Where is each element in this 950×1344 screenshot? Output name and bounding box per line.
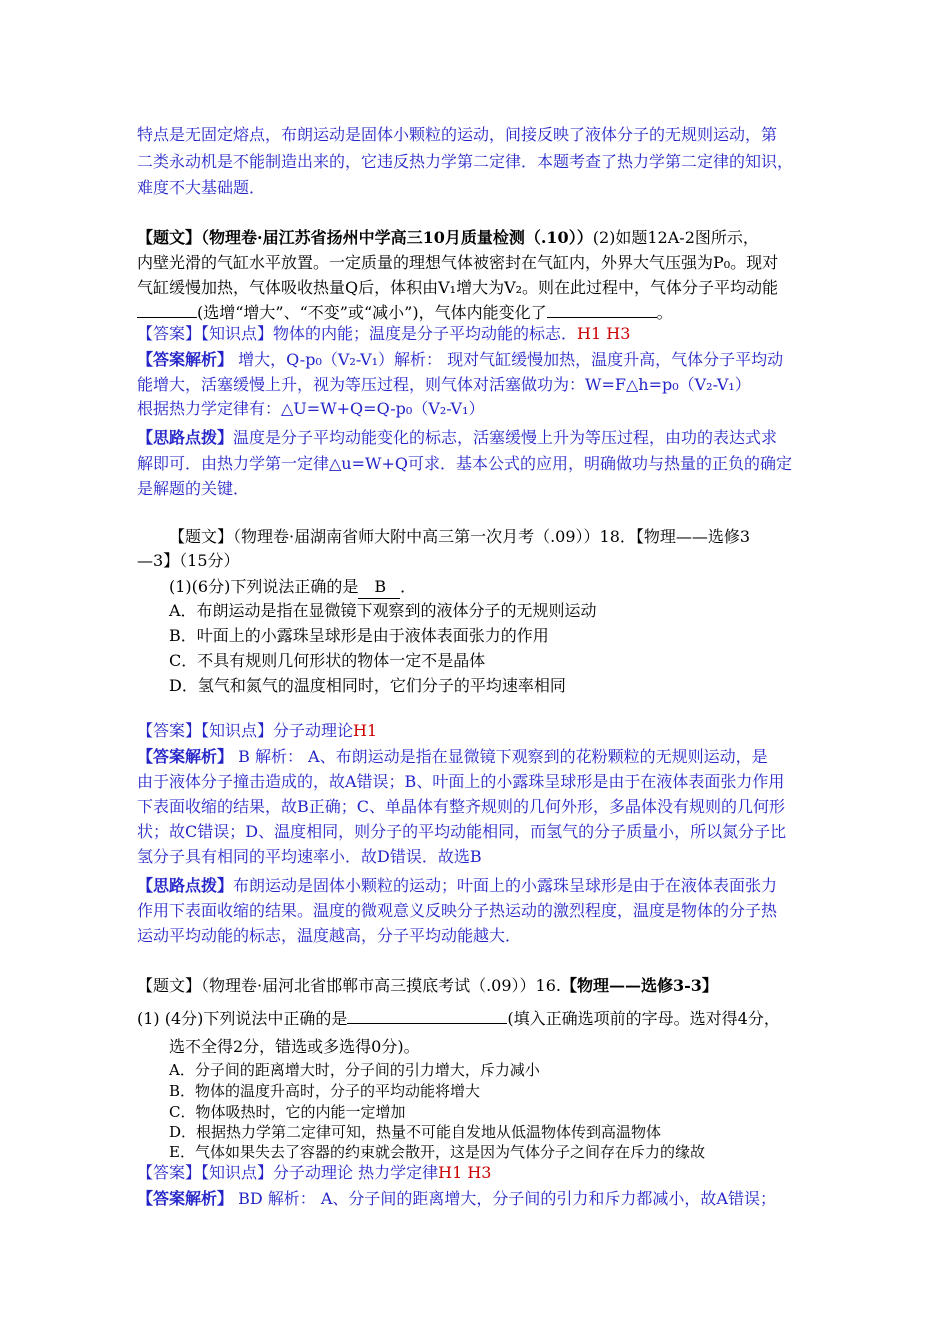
hint-label: 【思路点拨】	[137, 428, 234, 447]
option-item: B．叶面上的小露珠呈球形是由于液体表面张力的作用	[169, 626, 549, 645]
analysis-text: B 解析： A、布朗运动是指在显微镜下观察到的花粉颗粒的无规则运动，是	[233, 747, 768, 766]
hint-text: 作用下表面收缩的结果。温度的微观意义反映分子热运动的激烈程度，温度是物体的分子热	[137, 901, 778, 920]
analysis-text: 根据热力学定律有：△U=W+Q=Q-p₀（V₂-V₁）	[137, 399, 485, 418]
sub-question-text: (1)(6分)下列说法正确的是	[169, 577, 359, 596]
question-label: 【题文】	[137, 228, 202, 247]
analysis-text: 增大，Q-p₀（V₂-V₁）解析： 现对气缸缓慢加热，温度升高，气体分子平均动	[233, 350, 784, 369]
analysis-text: 下表面收缩的结果，故B正确；C、单晶体有整齐规则的几何外形，多晶体没有规则的几何形	[137, 797, 786, 816]
text-line: 特点是无固定熔点，布朗运动是固体小颗粒的运动，间接反映了液体分子的无规则运动，第	[137, 125, 778, 144]
sub-question-text: (1) (4分)下列说法中正确的是	[137, 1009, 348, 1028]
option-item: A．分子间的距离增大时，分子间的引力增大，斥力减小	[169, 1061, 540, 1079]
analysis-text: 氢分子具有相同的平均速率小．故D错误．故选B	[137, 847, 482, 866]
analysis-text: 状；故C错误；D、温度相同，则分子的平均动能相同，而氢气的分子质量小，所以氮分子比	[137, 822, 787, 841]
sub-question	[137, 1007, 780, 1030]
sub-question-text: ．	[400, 577, 417, 596]
option-item: C．不具有规则几何形状的物体一定不是晶体	[169, 651, 486, 670]
question-source: （物理卷·届江苏省扬州中学高三10月质量检测（.10））	[201, 228, 593, 247]
analysis-text: 能增大，活塞缓慢上升，视为等压过程，则气体对活塞做功为：W=F△h=p₀（V₂-V₁）	[137, 375, 751, 394]
answer-label: 【答案】【知识点】	[137, 324, 274, 343]
answer-line	[137, 720, 377, 742]
question-section: 【物理——选修3-3】	[560, 976, 718, 995]
hint-line	[137, 875, 777, 897]
question-text: 。	[656, 303, 673, 322]
hint-label: 【思路点拨】	[137, 876, 234, 895]
option-item: E．气体如果失去了容器的约束就会散开，这是因为气体分子之间存在斥力的缘故	[169, 1143, 705, 1161]
question-text: (2)如题12A-2图所示，	[592, 228, 759, 247]
analysis-label: 【答案解析】	[137, 350, 234, 369]
analysis-label: 【答案解析】	[137, 1189, 234, 1208]
option-item: D．氢气和氮气的温度相同时，它们分子的平均速率相同	[169, 676, 566, 695]
knowledge-code: H1 H3	[438, 1163, 492, 1182]
option-item: D．根据热力学第二定律可知，热量不可能自发地从低温物体传到高温物体	[169, 1123, 662, 1141]
question-text: (选增“增大”、“不变”或“减小”)，气体内能变化了	[197, 303, 547, 322]
text-line: 难度不大基础题．	[137, 178, 266, 197]
answer-blank	[347, 1007, 507, 1024]
question-text-with-blanks	[137, 301, 673, 324]
analysis-line	[137, 349, 783, 371]
hint-line	[137, 427, 777, 449]
sub-question	[169, 576, 416, 599]
hint-text: 温度是分子平均动能变化的标志，活塞缓慢上升为等压过程，由功的表达式求	[233, 428, 778, 447]
question-header: —3】（15分）	[137, 551, 240, 570]
text-line: 二类永动机是不能制造出来的，它违反热力学第二定律．本题考查了热力学第二定律的知识，	[137, 152, 794, 171]
answer-line	[137, 1162, 491, 1184]
analysis-line	[137, 746, 768, 768]
answer-knowledge: 分子动理论 热力学定律	[273, 1163, 439, 1182]
knowledge-code: H1 H3	[577, 324, 631, 343]
answer-knowledge: 分子动理论	[273, 721, 354, 740]
question-text: 气缸缓慢加热，气体吸收热量Q后，体积由V₁增大为V₂。则在此过程中，气体分子平均动能	[137, 278, 779, 297]
knowledge-code: H1	[353, 721, 378, 740]
option-item: B．物体的温度升高时，分子的平均动能将增大	[169, 1082, 481, 1100]
question-header	[137, 227, 759, 249]
option-item: C．物体吸热时，它的内能一定增加	[169, 1103, 406, 1121]
hint-text: 布朗运动是固体小颗粒的运动；叶面上的小露珠呈球形是由于在液体表面张力	[233, 876, 778, 895]
sub-question-text: 选不全得2分，错选或多选得0分)。	[169, 1037, 420, 1056]
question-header: 【题文】（物理卷·届湖南省师大附中高三第一次月考（.09））18．【物理——选修3	[169, 527, 751, 546]
hint-text: 运动平均动能的标志，温度越高，分子平均动能越大．	[137, 926, 522, 945]
answer-blank	[547, 301, 657, 318]
sub-question-text: (填入正确选项前的字母。选对得4分，	[507, 1009, 780, 1028]
hint-text: 是解题的关键．	[137, 479, 250, 498]
analysis-text: BD 解析： A、分子间的距离增大，分子间的引力和斥力都减小，故A错误；	[233, 1189, 776, 1208]
answer-label: 【答案】【知识点】	[137, 721, 274, 740]
question-header	[137, 975, 718, 997]
option-item: A．布朗运动是指在显微镜下观察到的液体分子的无规则运动	[169, 601, 597, 620]
analysis-text: 由于液体分子撞击造成的，故A错误；B、叶面上的小露珠呈球形是由于在液体表面张力作用	[137, 772, 785, 791]
analysis-line	[137, 1188, 776, 1210]
answer-label: 【答案】【知识点】	[137, 1163, 274, 1182]
question-text: 内壁光滑的气缸水平放置。一定质量的理想气体被密封在气缸内，外界大气压强为P₀。现对	[137, 253, 779, 272]
answer-blank	[137, 301, 197, 318]
analysis-label: 【答案解析】	[137, 747, 234, 766]
answer-blank: B	[358, 576, 400, 599]
answer-line	[137, 323, 630, 345]
answer-knowledge: 物体的内能；温度是分子平均动能的标志．	[273, 324, 578, 343]
hint-text: 解即可．由热力学第一定律△u=W+Q可求．基本公式的应用，明确做功与热量的正负的确定	[137, 454, 792, 473]
question-source: 【题文】（物理卷·届河北省邯郸市高三摸底考试（.09））16.	[137, 976, 561, 995]
